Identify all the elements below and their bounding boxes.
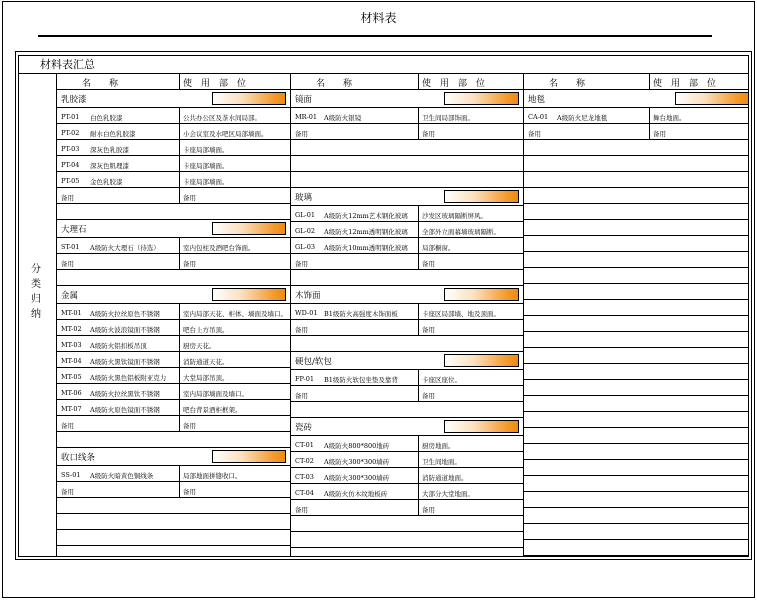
material-name: A级防火银镜	[324, 114, 362, 122]
empty-row	[523, 412, 749, 428]
header-name-label: 名 称	[549, 79, 586, 89]
material-code: GL-03	[295, 243, 315, 251]
material-code: MT-05	[61, 373, 82, 381]
header-divider	[418, 73, 419, 90]
empty-row	[523, 140, 749, 156]
empty-row	[523, 220, 749, 236]
material-row	[56, 188, 290, 204]
row-divider	[179, 482, 180, 498]
empty-row	[290, 270, 523, 286]
material-code: PT-03	[61, 145, 80, 153]
material-name: B1级防火高强度木饰面板	[324, 310, 398, 318]
empty-row	[523, 396, 749, 412]
empty-row	[523, 268, 749, 284]
material-row	[290, 304, 523, 320]
material-row	[290, 222, 523, 238]
empty-row	[290, 156, 523, 172]
column-header	[290, 73, 523, 90]
category-title: 镜面	[295, 95, 313, 105]
material-row	[56, 156, 290, 172]
color-swatch	[444, 354, 519, 367]
material-row	[290, 484, 523, 500]
material-row	[56, 416, 290, 432]
empty-row	[523, 444, 749, 460]
material-code: 备用	[61, 422, 74, 430]
material-name: A级防火原色镜面不锈钢	[90, 406, 160, 414]
row-divider	[179, 172, 180, 188]
category-row	[290, 418, 523, 436]
material-code: MT-01	[61, 309, 82, 317]
material-row	[523, 108, 749, 124]
empty-row	[523, 460, 749, 476]
material-usage: 吧台上方吊顶。	[183, 326, 229, 334]
category-title: 乳胶漆	[61, 95, 87, 105]
material-code: 备用	[61, 488, 74, 496]
material-code: GL-01	[295, 211, 315, 219]
material-name: A级防火300*300墙砖	[324, 458, 390, 466]
empty-row	[523, 284, 749, 300]
material-usage: 卡座区座位。	[422, 376, 461, 384]
material-usage: 卫生间地面。	[422, 458, 461, 466]
material-code: SS-01	[61, 471, 81, 479]
material-row	[290, 254, 523, 270]
row-divider	[418, 222, 419, 238]
color-swatch	[212, 450, 286, 463]
category-row	[523, 90, 749, 108]
row-divider	[179, 400, 180, 416]
side-label-char: 分	[31, 264, 41, 275]
row-divider	[418, 124, 419, 140]
material-row	[290, 320, 523, 336]
material-usage: 卫生间局部饰面。	[422, 114, 474, 122]
row-divider	[179, 188, 180, 204]
material-usage: 备用	[422, 506, 435, 514]
row-divider	[418, 500, 419, 516]
row-divider	[179, 352, 180, 368]
material-row	[290, 238, 523, 254]
material-name: B1级防火软包坐垫及靠背	[324, 376, 398, 384]
material-usage: 室内局部天花、柜体、墙面及墙口。	[183, 310, 287, 318]
material-row	[56, 384, 290, 400]
material-row	[56, 254, 290, 270]
empty-row	[523, 540, 749, 556]
category-row	[56, 448, 290, 466]
row-divider	[179, 416, 180, 432]
color-swatch	[212, 222, 286, 235]
row-divider	[418, 254, 419, 270]
row-divider	[418, 452, 419, 468]
color-swatch	[444, 190, 519, 203]
empty-row	[523, 316, 749, 332]
empty-row	[523, 508, 749, 524]
material-code: MT-02	[61, 325, 82, 333]
material-usage: 备用	[653, 130, 666, 138]
header-use-label: 使 用 部 位	[422, 79, 486, 89]
row-divider	[418, 238, 419, 254]
empty-row	[523, 364, 749, 380]
material-name: A级防火800*800地砖	[324, 442, 390, 450]
material-usage: 备用	[183, 194, 196, 202]
header-use-label: 使 用 部 位	[653, 79, 717, 89]
material-usage: 大堂局部吊顶。	[183, 374, 229, 382]
material-usage: 备用	[183, 260, 196, 268]
material-code: MT-07	[61, 405, 82, 413]
row-divider	[649, 124, 650, 140]
material-code: 备用	[61, 260, 74, 268]
material-name: A级防火铝扣板吊顶	[90, 342, 147, 350]
material-code: 备用	[295, 260, 308, 268]
material-usage: 备用	[422, 130, 435, 138]
page-title: 材料表	[360, 11, 397, 25]
empty-row	[523, 300, 749, 316]
category-row	[56, 286, 290, 304]
material-usage: 吧台背景酒柜框架。	[183, 406, 242, 414]
material-usage: 备用	[422, 326, 435, 334]
row-divider	[179, 238, 180, 254]
material-usage: 卡座局部墙面。	[183, 162, 229, 170]
empty-row	[523, 156, 749, 172]
empty-row	[523, 172, 749, 188]
empty-row	[523, 476, 749, 492]
empty-row	[56, 514, 290, 530]
empty-row	[290, 532, 523, 548]
row-divider	[179, 320, 180, 336]
material-row	[56, 336, 290, 352]
material-row	[290, 206, 523, 222]
row-divider	[418, 370, 419, 386]
header-name-label: 名 称	[82, 79, 119, 89]
row-divider	[179, 304, 180, 320]
empty-row	[523, 348, 749, 364]
material-code: PT-05	[61, 177, 80, 185]
empty-row	[56, 530, 290, 546]
empty-row	[56, 432, 290, 448]
category-title: 瓷砖	[295, 423, 313, 433]
material-row	[56, 368, 290, 384]
material-usage: 备用	[183, 488, 196, 496]
header-divider	[649, 73, 650, 90]
empty-row	[56, 498, 290, 514]
empty-row	[290, 140, 523, 156]
material-usage: 备用	[183, 422, 196, 430]
material-code: PT-02	[61, 129, 80, 137]
empty-row	[523, 236, 749, 252]
material-row	[290, 386, 523, 402]
material-row	[56, 482, 290, 498]
material-usage: 小会议室及水吧区局部墙面。	[183, 130, 268, 138]
row-divider	[179, 466, 180, 482]
material-name: A级防火300*300墙砖	[324, 474, 390, 482]
category-title: 木饰面	[295, 291, 321, 301]
material-usage: 消防通道地面。	[422, 474, 468, 482]
material-usage: 厨房地面。	[422, 442, 455, 450]
material-code: CT-02	[295, 457, 314, 465]
material-code: 备用	[295, 130, 308, 138]
empty-row	[56, 270, 290, 286]
row-divider	[418, 468, 419, 484]
material-row	[56, 108, 290, 124]
material-row	[56, 124, 290, 140]
row-divider	[179, 108, 180, 124]
material-usage: 室内局部墙面及墙口。	[183, 390, 248, 398]
material-usage: 卡座局部墙面。	[183, 178, 229, 186]
side-label-char: 归	[31, 294, 41, 305]
material-code: PT-01	[61, 113, 80, 121]
material-usage: 备用	[422, 392, 435, 400]
category-title: 地毯	[528, 95, 546, 105]
row-divider	[418, 108, 419, 124]
material-name: 耐水白色乳胶漆	[90, 130, 136, 138]
category-title: 大理石	[61, 225, 87, 235]
color-swatch	[444, 420, 519, 433]
row-divider	[179, 336, 180, 352]
material-usage: 公共办公区及茶水间局部。	[183, 114, 261, 122]
material-name: A级防火黑色铝板附亚克力	[90, 374, 167, 382]
category-row	[56, 90, 290, 108]
empty-row	[523, 492, 749, 508]
row-divider	[418, 484, 419, 500]
category-row	[290, 352, 523, 370]
category-row	[56, 220, 290, 238]
material-code: 备用	[295, 506, 308, 514]
material-row	[290, 108, 523, 124]
material-code: CT-03	[295, 473, 314, 481]
material-usage: 备用	[422, 260, 435, 268]
category-title: 金属	[61, 291, 79, 301]
material-usage: 局部地面拼缝收口。	[183, 472, 242, 480]
material-code: GL-02	[295, 227, 315, 235]
material-usage: 局部橱窗。	[422, 244, 455, 252]
material-name: A级防火暗黄色铜线条	[90, 472, 154, 480]
side-label-char: 类	[31, 279, 41, 290]
material-row	[56, 320, 290, 336]
side-label-char: 纳	[31, 309, 41, 320]
material-row	[56, 466, 290, 482]
material-code: ST-01	[61, 243, 80, 251]
material-usage: 大部分大堂地面。	[422, 490, 474, 498]
category-row	[290, 188, 523, 206]
material-row	[290, 370, 523, 386]
category-title: 收口线条	[61, 453, 96, 463]
category-row	[290, 90, 523, 108]
color-swatch	[444, 288, 519, 301]
empty-row	[56, 204, 290, 220]
material-code: 备用	[295, 326, 308, 334]
column-header	[56, 73, 290, 90]
header-use-label: 使 用 部 位	[183, 79, 247, 89]
material-code: WD-01	[295, 309, 318, 317]
material-row	[290, 468, 523, 484]
material-code: MT-03	[61, 341, 82, 349]
material-code: MT-04	[61, 357, 82, 365]
material-name: A级防火12mm艺术钢化玻璃	[324, 212, 408, 220]
category-title: 玻璃	[295, 193, 313, 203]
header-divider	[179, 73, 180, 90]
material-name: A级防火仿木纹地板砖	[324, 490, 388, 498]
title-rule	[38, 35, 712, 37]
material-name: A级防火12mm透明钢化玻璃	[324, 228, 408, 236]
material-name: A级防火拉丝原色不锈钢	[90, 310, 160, 318]
material-row	[56, 172, 290, 188]
header-name-label: 名 称	[316, 79, 353, 89]
row-divider	[418, 320, 419, 336]
material-usage: 舞台地面。	[653, 114, 686, 122]
color-swatch	[212, 92, 286, 105]
summary-title: 材料表汇总	[40, 58, 95, 71]
material-usage: 卡座局部墙面。	[183, 146, 229, 154]
material-code: CT-04	[295, 489, 314, 497]
material-usage: 卡座区局部墙、地及顶面。	[422, 310, 500, 318]
material-code: FP-01	[295, 375, 314, 383]
material-usage: 消防通道天花。	[183, 358, 229, 366]
color-swatch	[675, 92, 749, 105]
material-code: 备用	[295, 392, 308, 400]
material-row	[290, 436, 523, 452]
material-name: A级防火尼龙地毯	[557, 114, 608, 122]
material-code: MT-06	[61, 389, 82, 397]
side-label	[26, 262, 46, 322]
material-code: PT-04	[61, 161, 80, 169]
row-divider	[179, 124, 180, 140]
material-name: A级防火波浪镜面不锈钢	[90, 326, 160, 334]
material-row	[290, 500, 523, 516]
category-row	[290, 286, 523, 304]
material-row	[56, 304, 290, 320]
material-row	[56, 352, 290, 368]
row-divider	[418, 304, 419, 320]
material-usage: 厨房天花。	[183, 342, 216, 350]
material-row	[290, 452, 523, 468]
material-name: A级防火拉丝黑钛不锈钢	[90, 390, 160, 398]
empty-row	[523, 428, 749, 444]
material-name: A级防火大理石（待选）	[90, 244, 160, 252]
empty-row	[290, 336, 523, 352]
material-row	[56, 238, 290, 254]
material-code: CT-01	[295, 441, 314, 449]
material-code: 备用	[528, 130, 541, 138]
material-name: A级防火黑钛镜面不锈钢	[90, 358, 160, 366]
empty-row	[290, 172, 523, 188]
material-code: MR-01	[295, 113, 318, 121]
row-divider	[179, 140, 180, 156]
material-code: CA-01	[528, 113, 549, 121]
material-name: 金色乳胶漆	[90, 178, 123, 186]
empty-row	[290, 516, 523, 532]
row-divider	[179, 368, 180, 384]
empty-row	[523, 204, 749, 220]
material-usage: 全部外立面幕墙玻璃隔断。	[422, 228, 500, 236]
material-row	[56, 400, 290, 416]
column-header	[523, 73, 749, 90]
empty-row	[523, 332, 749, 348]
row-divider	[418, 386, 419, 402]
material-name: 深灰色乳胶漆	[90, 146, 129, 154]
material-usage: 室内包柱及酒吧台饰面。	[183, 244, 255, 252]
material-row	[523, 124, 749, 140]
material-name: A级防火10mm透明钢化玻璃	[324, 244, 408, 252]
row-divider	[418, 436, 419, 452]
material-code: 备用	[61, 194, 74, 202]
row-divider	[649, 108, 650, 124]
color-swatch	[212, 288, 286, 301]
color-swatch	[444, 92, 519, 105]
material-row	[290, 124, 523, 140]
material-row	[56, 140, 290, 156]
empty-row	[523, 188, 749, 204]
material-name: 深灰色肌理漆	[90, 162, 129, 170]
material-usage: 沙发区玻璃隔断屏风。	[422, 212, 487, 220]
row-divider	[179, 254, 180, 270]
row-divider	[179, 384, 180, 400]
empty-row	[523, 524, 749, 540]
material-name: 白色乳胶漆	[90, 114, 123, 122]
empty-row	[523, 252, 749, 268]
category-title: 硬包/软包	[295, 357, 332, 367]
empty-row	[290, 402, 523, 418]
row-divider	[418, 206, 419, 222]
row-divider	[179, 156, 180, 172]
empty-row	[523, 380, 749, 396]
